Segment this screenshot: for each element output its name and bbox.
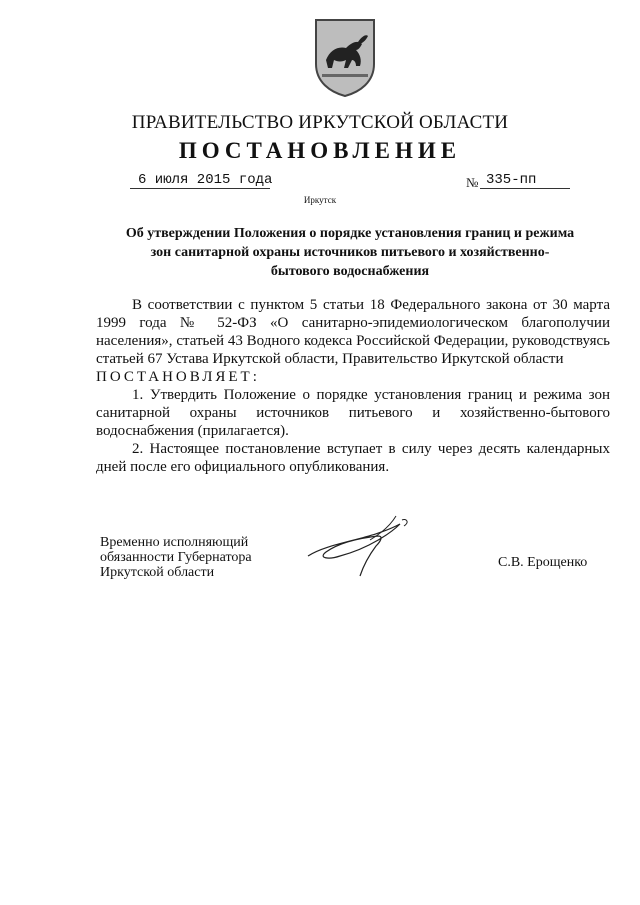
date-underline bbox=[130, 188, 270, 189]
subject-line: зон санитарной охраны источников питьевого и хозяйственно- bbox=[150, 245, 550, 260]
handwritten-signature bbox=[300, 512, 420, 582]
subject-line: бытового водоснабжения bbox=[270, 264, 430, 279]
coat-of-arms-icon bbox=[312, 16, 378, 98]
signatory-position bbox=[100, 535, 252, 580]
document-subject bbox=[100, 224, 600, 281]
item-paragraph: 2. Настоящее постановление вступает в силу через десять календарных дней после его официального опубликования. bbox=[96, 441, 610, 475]
position-line: обязанности Губернатора bbox=[100, 550, 252, 565]
preamble-paragraph: В соответствии с пунктом 5 статьи 18 Федерального закона от 30 марта 1999 года № 52-ФЗ «О санитарно-эпидемиологическом благополучии населения», статьей 43 Водного кодекса Российской Федерации, руководствуясь статьей 67 Устава Иркутской области, Правительство Иркутской области bbox=[96, 297, 610, 367]
document-number: 335-пп bbox=[486, 172, 537, 188]
decree-word: ПОСТАНОВЛЯЕТ: bbox=[96, 369, 260, 385]
subject-line: Об утверждении Положения о порядке установления границ и режима bbox=[125, 226, 575, 241]
signatory-name: С.В. Ерощенко bbox=[498, 555, 588, 570]
number-sign: № bbox=[466, 175, 479, 190]
document-type: ПОСТАНОВЛЕНИЕ bbox=[178, 138, 462, 163]
item-paragraph: 1. Утвердить Положение о порядке установления границ и режима зон санитарной охраны источников питьевого и хозяйственно-бытового водоснабжения (прилагается). bbox=[96, 387, 610, 439]
position-line: Иркутской области bbox=[100, 565, 215, 580]
document-date: 6 июля 2015 года bbox=[138, 172, 273, 188]
position-line: Временно исполняющий bbox=[100, 535, 249, 550]
number-underline bbox=[480, 188, 570, 189]
government-name: ПРАВИТЕЛЬСТВО ИРКУТСКОЙ ОБЛАСТИ bbox=[131, 112, 509, 133]
document-body bbox=[96, 296, 610, 476]
city: Иркутск bbox=[303, 195, 337, 205]
